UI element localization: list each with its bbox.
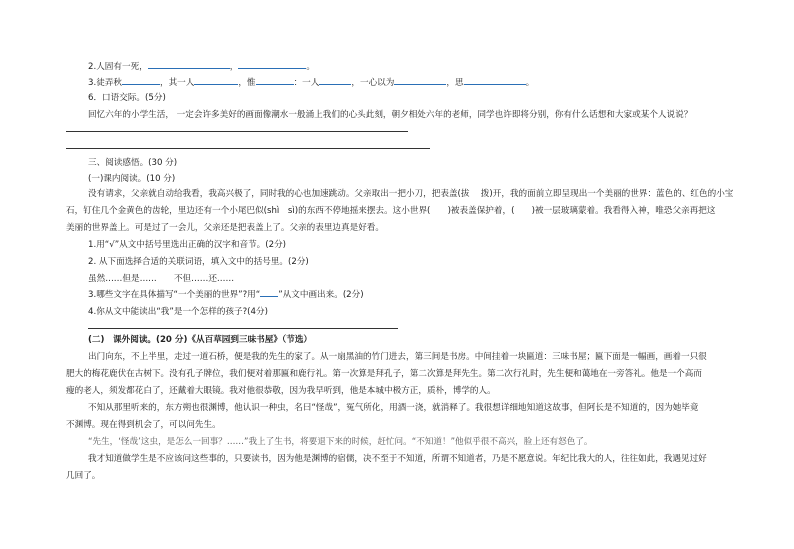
part-2-title: [88, 334, 312, 346]
question-2: [88, 59, 315, 73]
question-3: [88, 75, 534, 89]
part-1-title: (一)课内阅读。(10 分): [88, 174, 176, 184]
answer-blank[interactable]: [238, 59, 306, 69]
question-3-text: 3.徒弄秋: [88, 78, 122, 88]
reading-question-3-prefix: 3.哪些文字在具体描写“一个美丽的世界”?用“: [88, 290, 261, 300]
passage-2-line: 不知从那里听来的，东方朔也很渊博，他认识一种虫，名曰“怪哉”，冤气所化，用酒一浇，就消释了。我很想详细地知道这故事，但阿长是不知道的，因为她毕竟: [88, 403, 699, 413]
passage-2-line: 肥大的梅花鹿伏在古树下。没有孔子牌位，我们便对着那匾和鹿行礼。第一次算是拜孔子，第二次算是拜先生。第二次行礼时，先生便和蔼地在一旁答礼。他是一个高而: [66, 369, 702, 379]
underline-mark-sample: [260, 289, 278, 297]
passage-2-line: 我才知道做学生是不应该问这些事的，只要读书，因为他是渊博的宿儒，决不至于不知道，所谓不知道者，乃是不愿意说。年纪比我大的人，往往如此，我遇见过好: [88, 454, 707, 464]
question-6-title: 6．口语交际。(5分): [88, 93, 166, 103]
answer-blank[interactable]: [319, 75, 351, 85]
passage-2-line: 出门向东，不上半里，走过一道石桥，便是我的先生的家了。从一扇黑油的竹门进去，第三间是书房。中间挂着一块匾道：三味书屋；匾下面是一幅画，画着一只很: [88, 352, 707, 362]
reading-question-3: [88, 289, 364, 301]
question-3-text: ：一人: [293, 78, 320, 88]
passage-2-line: 不渊博。现在得到机会了，可以问先生。: [66, 420, 221, 430]
reading-question-1: 1.用“√”从文中括号里选出正确的汉字和音节。(2分): [88, 240, 287, 250]
part-2-book-title: 《从百草园到三味书屋》（节选）: [187, 335, 313, 345]
reading-question-4: 4.你从文中能读出“我”是一个怎样的孩子?(4分): [88, 307, 268, 317]
answer-line[interactable]: [66, 148, 430, 149]
passage-1-line: 美丽的世界盖上。可是过了一会儿，父亲还是把表盖上了。父亲的表里边真是好看。: [66, 223, 384, 233]
answer-blank[interactable]: [148, 59, 230, 69]
answer-blank[interactable]: [464, 75, 526, 85]
answer-line[interactable]: [88, 328, 398, 329]
question-2-prefix: 2.人固有一死，: [88, 62, 148, 72]
answer-blank[interactable]: [194, 75, 238, 85]
passage-1-line: 没有请求，父亲就自动给我看，我高兴极了，同时我的心也加速跳动。父亲取出一把小刀，把表盖(拔 拨)开，我的面前立即呈现出一个美丽的世界：蓝色的、红色的小宝: [88, 189, 734, 199]
question-3-text: ，其一人: [159, 78, 195, 88]
answer-blank[interactable]: [122, 75, 160, 85]
section-3-title: 三、阅读感悟。(30 分): [88, 158, 178, 168]
passage-2-line: 瘦的老人，须发都花白了，还戴着大眼镜。我对他很恭敬，因为我早听到，他是本城中极方正，质朴，博学的人。: [66, 386, 496, 396]
question-3-text: 。: [525, 78, 535, 88]
passage-1-line: 石，钉住几个金黄色的齿轮，里边还有一个小尾巴似(shì sì)的东西不停地摇来摆去。这小世界( )被表盖保护着，( )被一层玻璃蒙着。我看得入神，唯恐父亲再把这: [66, 206, 716, 216]
question-3-text: ，一心以为: [351, 78, 395, 88]
question-3-text: ，思: [446, 78, 464, 88]
question-2-sep: ，: [229, 62, 239, 72]
reading-question-2: 2. 从下面选择合适的关联词语，填入文中的括号里。(2分): [88, 257, 309, 267]
reading-question-2-options: 虽然……但是…… 不但……还……: [88, 274, 235, 284]
passage-2-line: 几回了。: [66, 471, 101, 481]
question-2-end: 。: [306, 62, 315, 72]
answer-blank[interactable]: [394, 75, 446, 85]
question-6-text: 回忆六年的小学生活， 一定会许多美好的画面像潮水一般涌上我们的心头此刻，朝夕相处六年的老师，同学也许即将分别，你有什么话想和大家或某个人说说？: [88, 110, 693, 120]
answer-blank[interactable]: [256, 75, 294, 85]
passage-2-line: “先生，‘怪哉’这虫，是怎么一回事？……”我上了生书，将要退下来的时候，赶忙问。“不知道！”他似乎很不高兴，脸上还有怒色了。: [88, 437, 593, 447]
question-3-text: ，惟: [238, 78, 256, 88]
answer-line[interactable]: [66, 131, 408, 132]
reading-question-3-suffix: ”从文中画出来。(2分): [278, 290, 364, 300]
part-2-title-prefix: (二) 课外阅读。(20 分): [88, 335, 188, 345]
